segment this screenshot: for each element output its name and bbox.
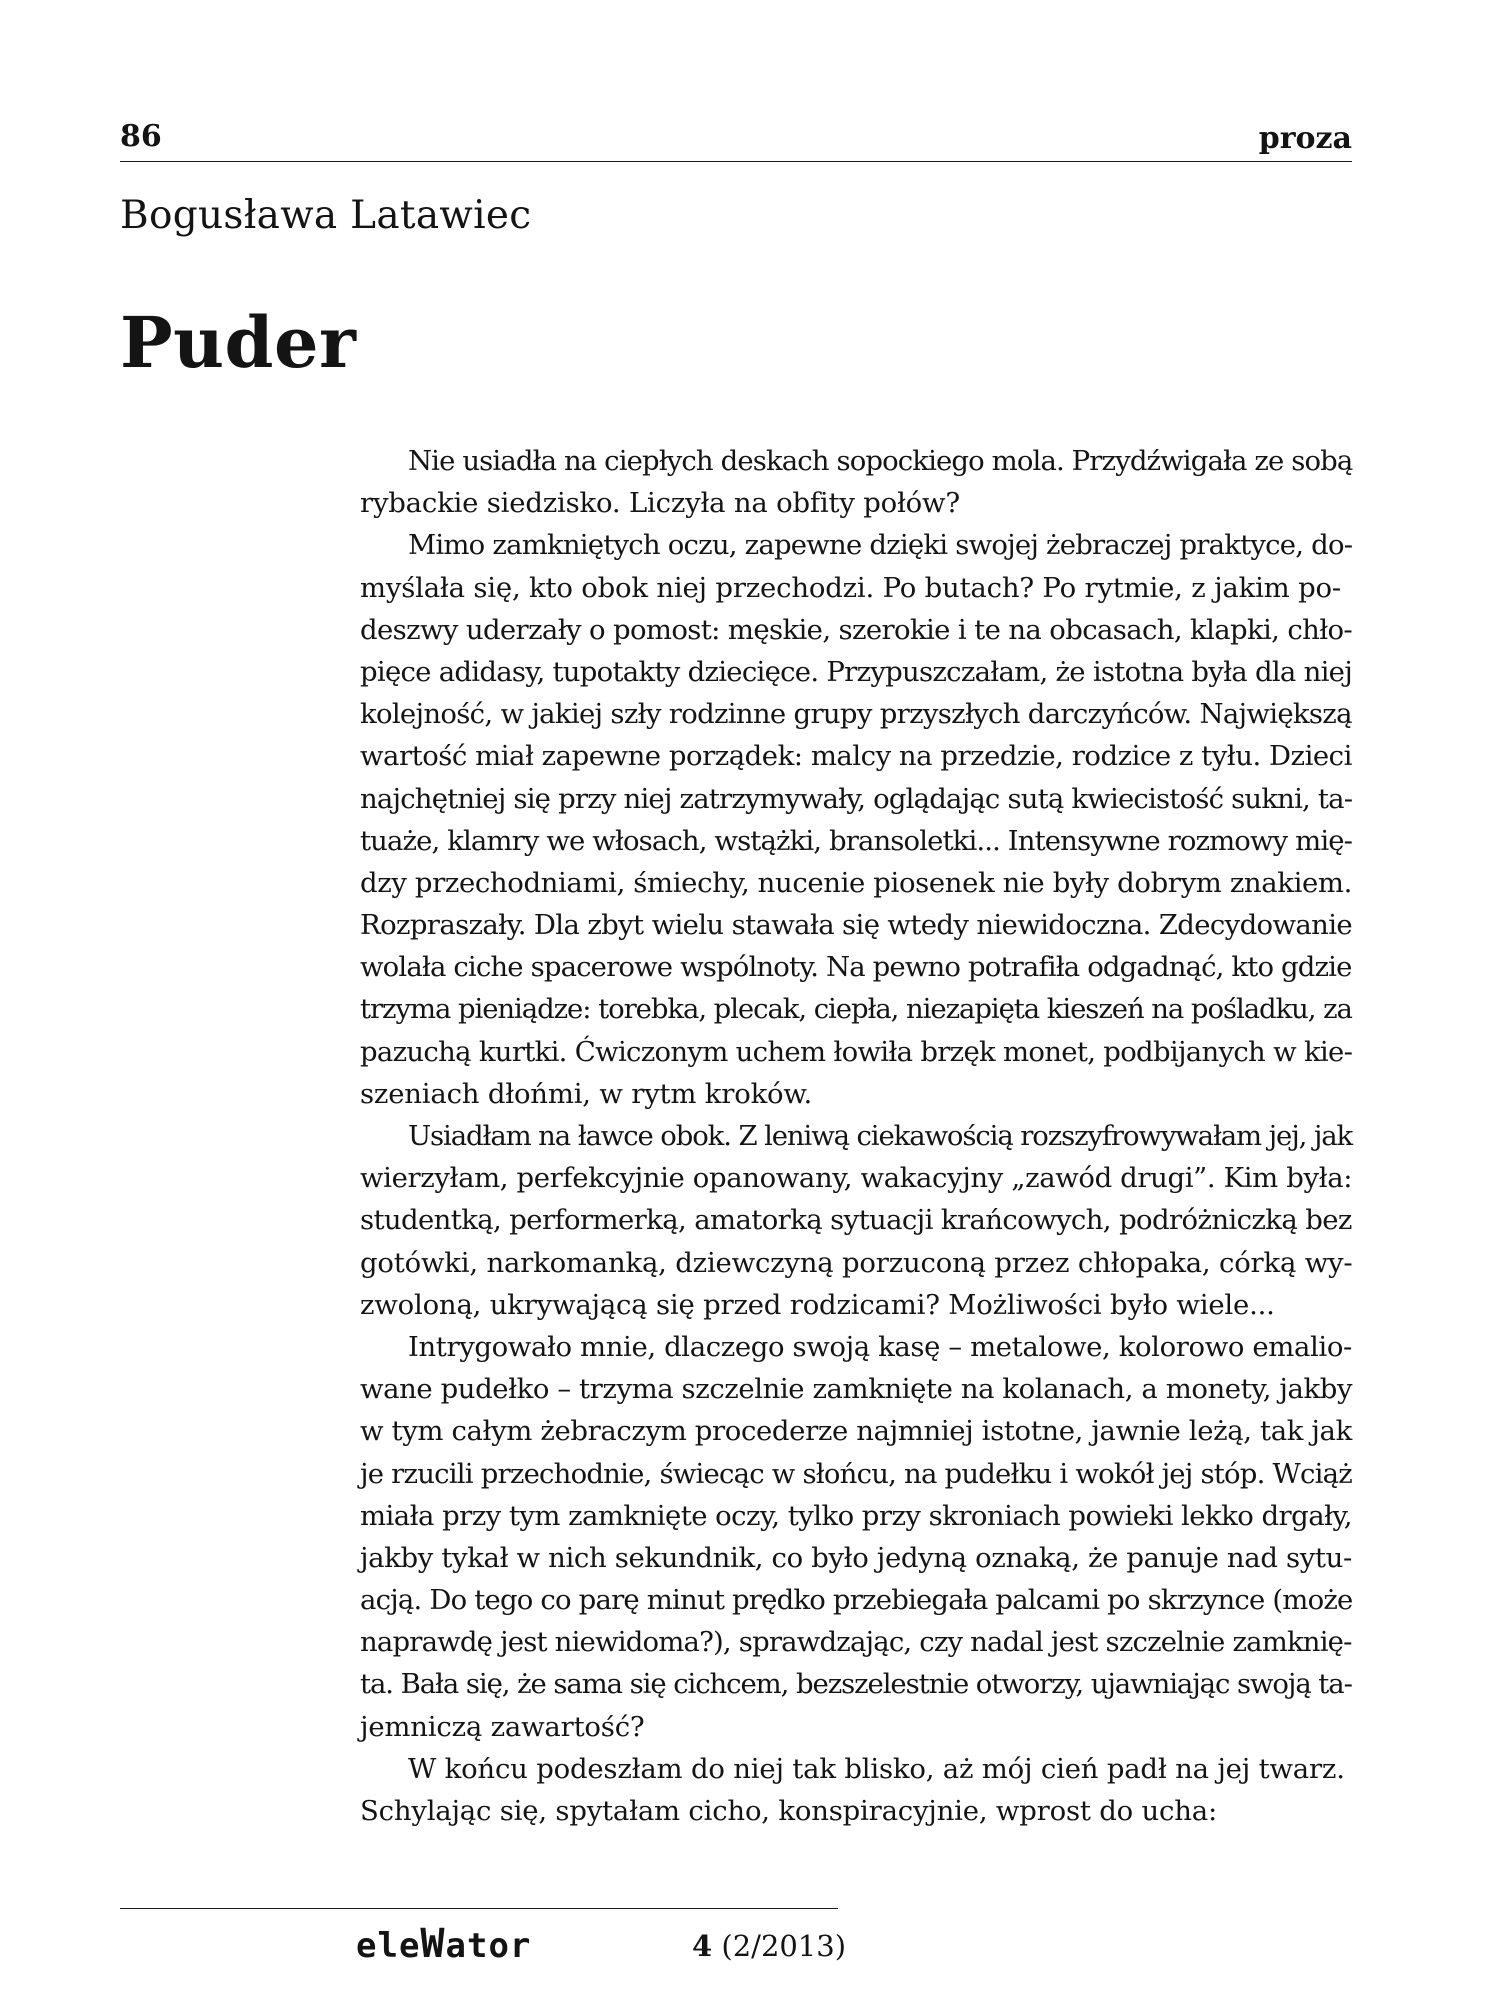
text-line: ta. Bała się, że sama się cichcem, bezszelestnie otworzy, ujawniając swoją ta- [360, 1668, 1352, 1701]
issue-detail: (2/2013) [721, 1929, 847, 1963]
magazine-logo [356, 1922, 531, 1968]
text-line: W końcu podeszłam do niej tak blisko, aż mój cień padł na jej twarz. [408, 1752, 1345, 1785]
text-line: trzyma pieniądze: torebka, plecak, ciepła, niezapięta kieszeń na pośladku, za [360, 993, 1352, 1026]
text-line: pięce adidasy, tupotakty dziecięce. Przypuszczałam, że istotna była dla niej [360, 655, 1353, 688]
story-body [360, 440, 1352, 1832]
author-name: Bogusława Latawiec [120, 193, 532, 238]
text-line: Intrygowało mnie, dlaczego swoją kasę – metalowe, kolorowo emalio- [408, 1330, 1352, 1363]
magazine-logo-part: ele [356, 1926, 421, 1966]
footer-rule [120, 1908, 838, 1909]
text-line: szeniach dłońmi, w rytm kroków. [360, 1077, 813, 1110]
text-line: Nie usiadła na ciepłych deskach sopockiego mola. Przydźwigała ze sobą [408, 445, 1353, 477]
text-line: miała przy tym zamknięte oczy, tylko przy skroniach powieki lekko drgały, [360, 1499, 1352, 1532]
text-line: gotówki, narkomanką, dziewczyną porzuconą przez chłopaka, córką wy- [360, 1246, 1353, 1279]
section-label: proza [1258, 121, 1352, 156]
text-line: Rozpraszały. Dla zbyt wielu stawała się wtedy niewidoczna. Zdecydowanie [360, 909, 1352, 942]
text-line: naprawdę jest niewidoma?), sprawdzając, czy nadal jest szczelnie zamknię- [360, 1626, 1352, 1659]
text-line: dzy przechodniami, śmiechy, nucenie piosenek nie były dobrym znakiem. [360, 866, 1352, 899]
text-line: studentką, performerką, amatorką sytuacji krańcowych, podróżniczką bez [360, 1204, 1352, 1237]
text-line: Mimo zamkniętych oczu, zapewne dzięki swojej żebraczej praktyce, do- [408, 529, 1353, 562]
text-line: kolejność, w jakiej szły rodzinne grupy przyszłych darczyńców. Największą [360, 698, 1352, 731]
text-line: wane pudełko – trzyma szczelnie zamknięte na kolanach, a monety, jakby [360, 1373, 1353, 1406]
text-line: rybackie siedzisko. Liczyła na obfity połów? [360, 487, 960, 520]
magazine-logo-part: W [420, 1921, 446, 1967]
text-line: Usiadłam na ławce obok. Z leniwą ciekawością rozszyfrowywałam jej, jak [408, 1120, 1353, 1152]
story-title: Puder [120, 301, 357, 384]
text-line: najchętniej się przy niej zatrzymywały, oglądając sutą kwiecistość sukni, ta- [360, 782, 1353, 815]
text-line: Schylając się, spytałam cicho, konspiracyjnie, wprost do ucha: [360, 1795, 1218, 1827]
issue-number: 4 [692, 1929, 713, 1963]
text-line: w tym całym żebraczym procederze najmniej istotne, jawnie leżą, tak jak [360, 1415, 1352, 1448]
text-line: pazuchą kurtki. Ćwiczonym uchem łowiła brzęk monet, podbijanych w kie- [360, 1035, 1353, 1068]
issue-info [692, 1924, 846, 1968]
text-line: jakby tykał w nich sekundnik, co było jedyną oznaką, że panuje nad sytu- [360, 1541, 1352, 1574]
text-line: zwoloną, ukrywającą się przed rodzicami? Możliwości było wiele... [360, 1288, 1275, 1321]
text-line: tuaże, klamry we włosach, wstążki, bransoletki... Intensywne rozmowy mię- [360, 824, 1353, 857]
magazine-logo-part: ator [445, 1926, 532, 1966]
page-number: 86 [120, 119, 162, 154]
text-line: acją. Do tego co parę minut prędko przebiegała palcami po skrzynce (może [360, 1584, 1353, 1617]
text-line: deszwy uderzały o pomost: męskie, szerokie i te na obcasach, klapki, chło- [360, 613, 1353, 646]
page-header [120, 117, 1352, 162]
text-line: wartość miał zapewne porządek: malcy na przedzie, rodzice z tyłu. Dzieci [360, 740, 1352, 773]
text-line: jemniczą zawartość? [360, 1710, 645, 1743]
text-line: myślała się, kto obok niej przechodzi. Po butach? Po rytmie, z jakim po- [360, 571, 1341, 604]
text-line: wierzyłam, perfekcyjnie opanowany, wakacyjny „zawód drugi”. Kim była: [360, 1162, 1353, 1195]
text-line: je rzucili przechodnie, świecąc w słońcu, na pudełku i wokół jej stóp. Wciąż [360, 1457, 1352, 1490]
text-line: wolała ciche spacerowe wspólnoty. Na pewno potrafiła odgadnąć, kto gdzie [360, 951, 1352, 984]
